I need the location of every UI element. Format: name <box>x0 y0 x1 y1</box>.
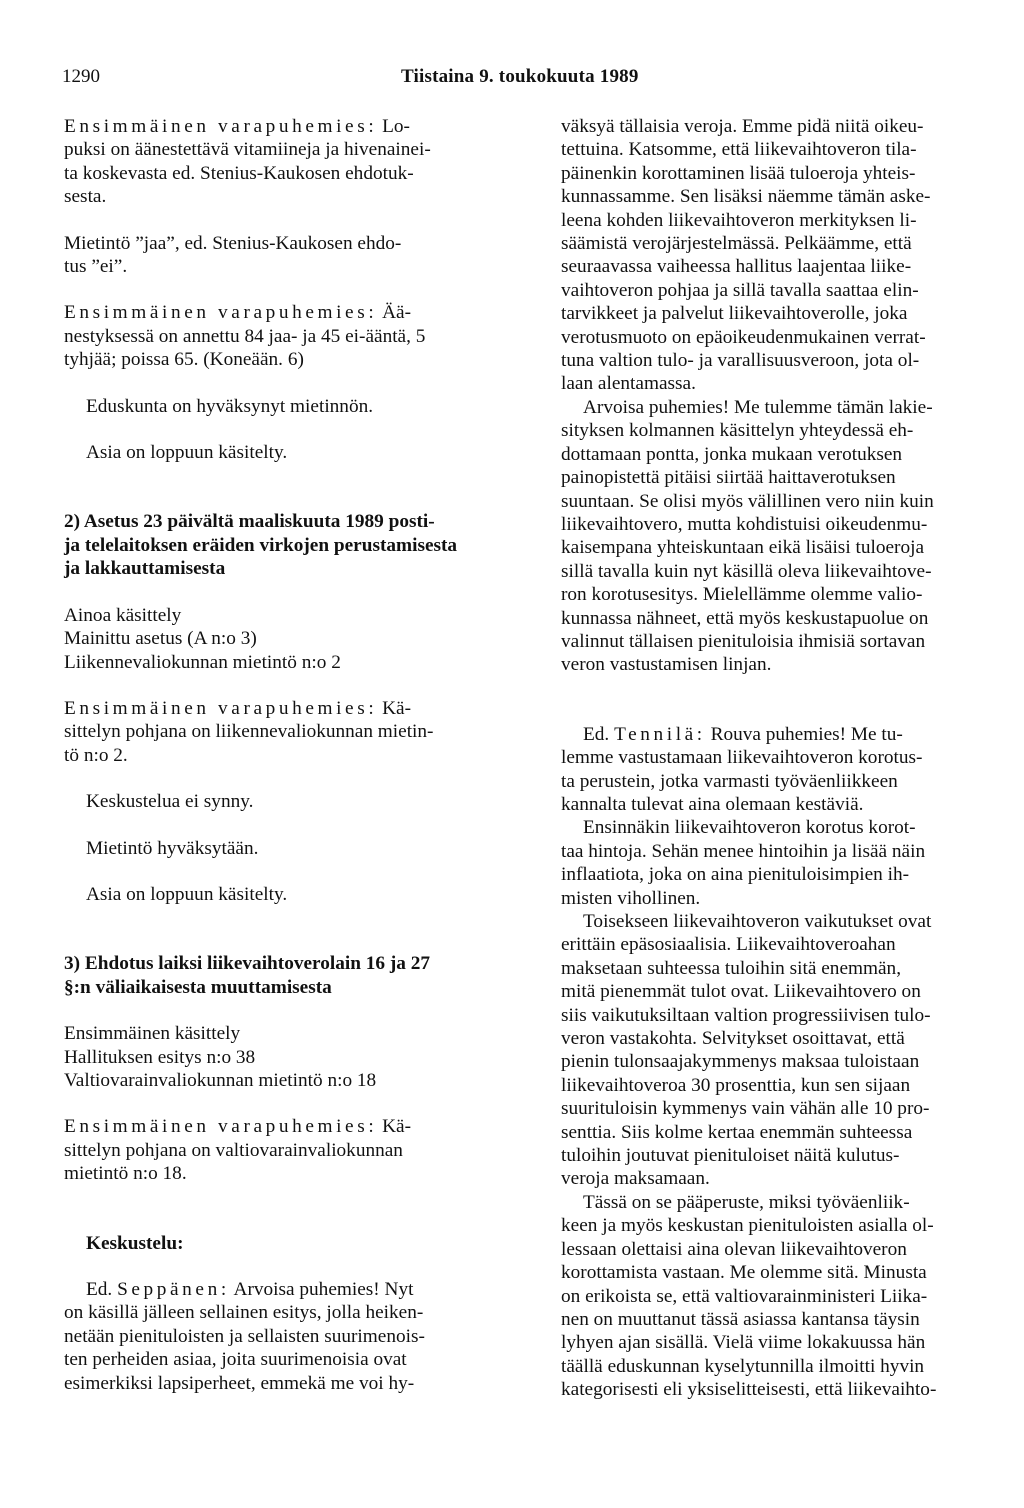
section-heading: 2) Asetus 23 päivältä maaliskuuta 1989 posti- ja telelaitoksen eräiden virkojen perustamisesta ja lakkauttamisesta <box>64 511 458 580</box>
body-paragraph: Arvoisa puhemies! Me tulemme tämän lakie- sityksen kolmannen käsittelyn yhteydessä eh- dottamaan pontta, jonka mukaan verotuksen painopistettä pitäisi siirtää haittaverotuksen suuntaan. Se olisi myös välillinen vero niin kuin liikevaihtovero, mutta kohdistuisi oikeudenmu- kaisempana yhteiskuntaan eikä lisäisi tuloeroja sillä tavalla kuin nyt käsillä oleva liikevaihtove- ron korotusesitys. Mielellämme olemme valio- kunnassa nähneet, että myös keskustapuolue on valinnut tällaisen pienituloisia ihmisiä sortavan veron vastustamisen linjan. <box>561 396 934 676</box>
item-info: Ensimmäinen käsittely Hallituksen esitys n:o 38 Valtiovarainvaliokunnan mietintö n:o 18 <box>64 1023 377 1091</box>
discussion-heading: Keskustelu: <box>86 1232 184 1254</box>
speaker-name: Ensimmäinen varapuhemies: <box>64 697 378 719</box>
speaker-name: Seppänen: <box>117 1279 230 1300</box>
body-paragraph: Asia on loppuun käsitelty. <box>86 442 288 464</box>
right-column <box>561 115 1013 1402</box>
page-header <box>0 58 1024 88</box>
body-paragraph: Mietintö hyväksytään. <box>86 837 259 859</box>
left-column <box>64 115 518 1395</box>
body-paragraph: Mietintö ”jaa”, ed. Stenius-Kaukosen ehdo- tus ”ei”. <box>64 232 402 278</box>
speaker-name: Tennilä: <box>614 723 706 745</box>
speaker-paragraph: Ensimmäinen varapuhemies: Kä- sittelyn pohjana on liikennevaliokunnan mietin- tö n:o 2. <box>64 697 434 766</box>
body-paragraph: Keskustelua ei synny. <box>86 791 254 813</box>
body-paragraph: Eduskunta on hyväksynyt mietinnön. <box>86 395 374 417</box>
speaker-paragraph: Ensimmäinen varapuhemies: Kä- sittelyn pohjana on valtiovarainvaliokunnan mietintö n:o 18. <box>64 1116 412 1185</box>
session-date: Tiistaina 9. toukokuuta 1989 <box>401 66 639 87</box>
body-paragraph: väksyä tällaisia veroja. Emme pidä niitä oikeu- tettuina. Katsomme, että liikevaihtoveron tila- päinenkin korottaminen lisää tuloeroja yhteis- kunnassamme. Sen lisäksi näemme tämän aske- leena kohden liikevaihtoveron merkityksen li- säämistä verojärjestelmässä. Pelkäämme, että seuraavassa vaiheessa hallitus laajentaa liike- vaihtoveron pohjaa ja sillä tavalla saattaa elin- tarvikkeet ja palvelut liikevaihtoverolle, joka verotusmuoto on epäoikeudenmukainen verrat- tuna valtion tulo- ja varallisuusveroon, jota ol- laan alentamassa. <box>561 116 931 395</box>
item-info: Ainoa käsittely Mainittu asetus (A n:o 3) Liikennevaliokunnan mietintö n:o 2 <box>64 604 341 673</box>
body-paragraph: Asia on loppuun käsitelty. <box>86 883 288 905</box>
speaker-paragraph: Ed. Seppänen: Arvoisa puhemies! Nyt on käsillä jälleen sellainen esitys, jolla heiken- netään pienituloisten ja sellaisten suurimenois- ten perheiden asiaa, joita suurimenoisia ovat esimerkiksi lapsiperheet, emmekä me voi hy- <box>64 1279 425 1394</box>
section-heading: 3) Ehdotus laiksi liikevaihtoverolain 16 ja 27 §:n väliaikaisesta muuttamisesta <box>64 953 431 998</box>
page-number: 1290 <box>62 66 100 87</box>
speaker-name: Ensimmäinen varapuhemies: <box>64 116 378 137</box>
speaker-paragraph: Ed. Tennilä: Rouva puhemies! Me tu- lemme vastustamaan liikevaihtoveron korotus- ta perustein, jotka varmasti työväenliikkeen kannalta tulevat aina olemaan kestäviä. <box>561 723 923 815</box>
body-paragraph: Toisekseen liikevaihtoveron vaikutukset ovat erittäin epäsosiaalisia. Liikevaihtoveroahan maksetaan suhteessa tuloihin sitä enemmän, mitä pienemmät tulot ovat. Liikevaihtovero on siis vaikutuksiltaan valtion progressiivisen tulo- veron vastakohta. Selvitykset osoittavat, että pienin tulonsaajakymmenys maksaa tuloistaan liikevaihtoveroa 30 prosenttia, kun sen sijaan suurituloisin kymmenys vain vähän alle 10 pro- senttia. Siis kolme kertaa enemmän suhteessa tuloihin joutuvat pienituloiset näitä kulutus- veroja maksamaan. <box>561 911 932 1190</box>
body-paragraph: Ensinnäkin liikevaihtoveron korotus korot- taa hintoja. Sehän menee hintoihin ja lisää näin inflaatiota, joka on aina pienituloisimpien ih- misten vihollinen. <box>561 817 926 909</box>
speaker-name: Ensimmäinen varapuhemies: <box>64 302 378 324</box>
speaker-paragraph: Ensimmäinen varapuhemies: Lo- puksi on äänestettävä vitamiineja ja hivenainei- ta koskevasta ed. Stenius-Kaukosen ehdotuk- sesta. <box>64 116 431 208</box>
body-paragraph: Tässä on se pääperuste, miksi työväenliik- keen ja myös keskustan pienituloisten asialla ol- lessaan olettaisi aina olevan liikevaihtoveron korottamista vastaan. Me olemme sitä. Minusta on erikoista se, että valtiovarainministeri Liika- nen on muuttanut tässä asiassa kantansa täysin lyhyen ajan sisällä. Vielä viime lokakuussa hän täällä eduskunnan kyselytunnilla ilmoitti hyvin kategorisesti eli yksiselitteisesti, että liikevaihto- <box>561 1191 937 1401</box>
speaker-paragraph: Ensimmäinen varapuhemies: Ää- nestyksessä on annettu 84 jaa- ja 45 ei-ääntä, 5 tyhjää; poissa 65. (Koneään. 6) <box>64 302 426 371</box>
speaker-name: Ensimmäinen varapuhemies: <box>64 1116 378 1138</box>
